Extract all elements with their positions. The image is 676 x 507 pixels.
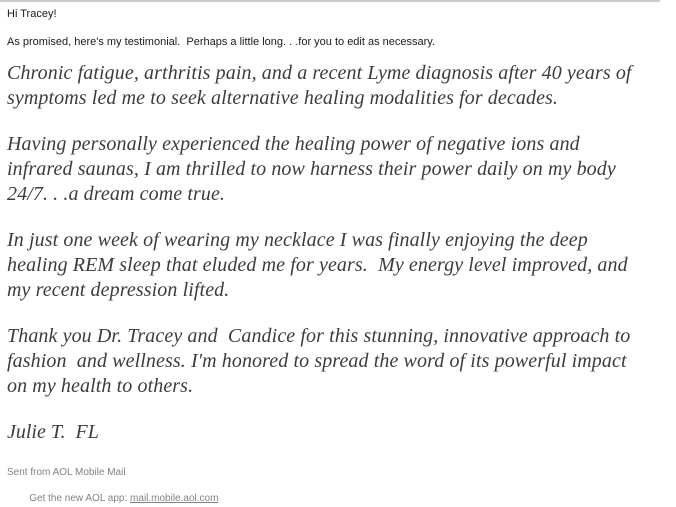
testimonial-paragraph-4 [7,324,668,399]
testimonial-line: Having personally experienced the healing power of negative ions and [7,133,580,155]
testimonial-block [7,61,668,399]
testimonial-line: Thank you Dr. Tracey and Candice for this stunning, innovative approach to [7,325,631,347]
testimonial-line: 24/7. . .a dream come true. [7,183,226,205]
top-divider [0,0,660,2]
greeting-text: Hi Tracey! [7,8,57,20]
testimonial-line: fashion and wellness. I'm honored to spread the word of its powerful impact [7,350,627,372]
testimonial-line: infrared saunas, I am thrilled to now harness their power daily on my body [7,158,616,180]
testimonial-line: on my health to others. [7,375,194,397]
app-promo-line [7,479,668,507]
intro-text: As promised, here's my testimonial. Perhaps a little long. . .for you to edit as necessary. [7,36,436,48]
testimonial-line: my recent depression lifted. [7,279,230,301]
signature-text: Julie T. FL [7,421,99,443]
testimonial-line: In just one week of wearing my necklace I was finally enjoying the deep [7,229,588,251]
sent-from-text: Sent from AOL Mobile Mail [7,467,126,478]
testimonial-line: symptoms led me to seek alternative healing modalities for decades. [7,87,559,109]
email-footer [7,466,668,507]
testimonial-line: healing REM sleep that eluded me for years. My energy level improved, and [7,254,628,276]
aol-app-link[interactable]: mail.mobile.aol.com [130,493,219,504]
testimonial-paragraph-1 [7,61,668,111]
app-promo-text: Get the new AOL app: [29,493,131,504]
testimonial-line: Chronic fatigue, arthritis pain, and a recent Lyme diagnosis after 40 years of [7,62,632,84]
testimonial-paragraph-3 [7,228,668,303]
testimonial-paragraph-2 [7,132,668,207]
